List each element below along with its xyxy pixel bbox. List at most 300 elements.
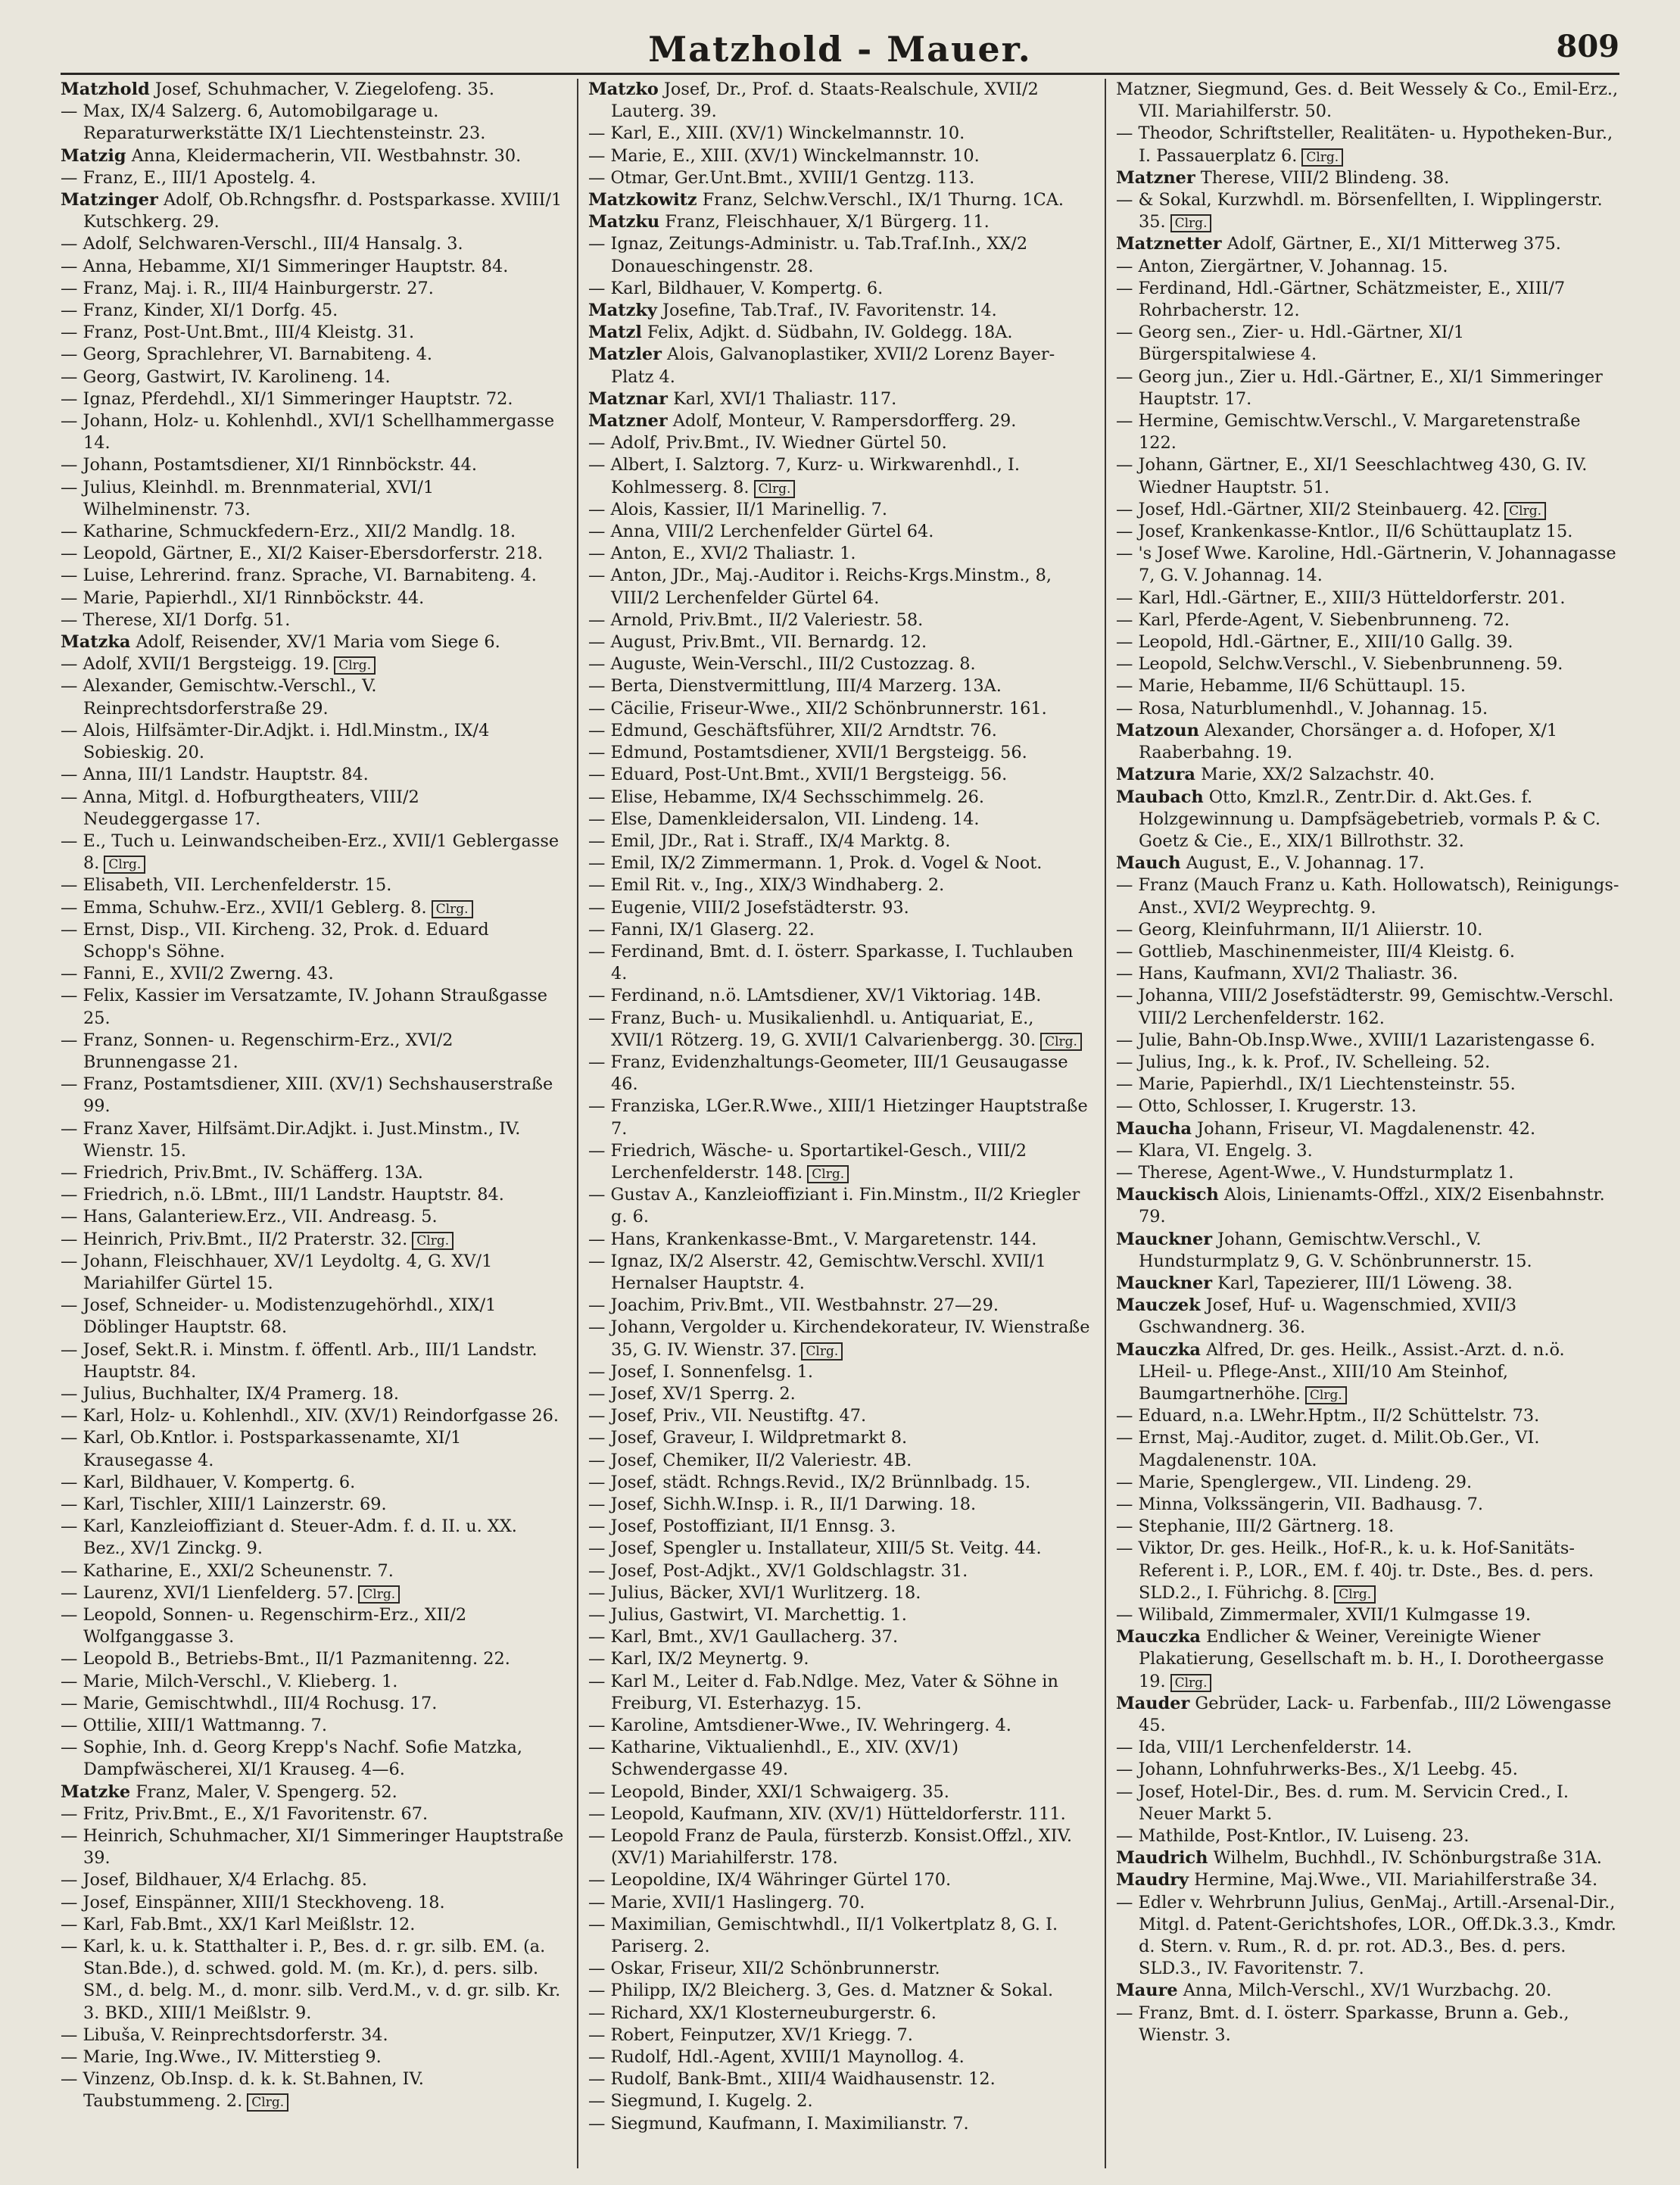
directory-entry — [61, 2024, 564, 2046]
entry-text: — Karl, Ob.Kntlor. i. Postsparkassenamte, XI/1 Krausegasse 4. — [61, 1428, 462, 1470]
directory-entry — [1116, 1604, 1619, 1626]
entry-text: — Katharine, E., XXI/2 Scheunenstr. 7. — [61, 1560, 394, 1581]
entry-surname: Matzura — [1116, 765, 1195, 785]
entry-text: — Alois, Kassier, II/1 Marinellig. 7. — [588, 499, 887, 519]
entry-surname: Mauder — [1116, 1693, 1190, 1713]
directory-entry — [61, 1803, 564, 1825]
entry-text: — Minna, Volkssängerin, VII. Badhausg. 7. — [1116, 1495, 1484, 1514]
directory-entry — [61, 1339, 564, 1383]
entry-text: — Fanni, IX/1 Glaserg. 22. — [588, 919, 815, 940]
directory-entry — [1116, 256, 1619, 278]
directory-entry — [61, 787, 564, 831]
directory-entry — [588, 1405, 1092, 1427]
directory-entry — [588, 1295, 1092, 1317]
entry-text: — Emma, Schuhw.-Erz., XVII/1 Geblerg. 8. — [61, 897, 427, 918]
directory-entry — [588, 1229, 1092, 1251]
entry-text: — Joachim, Priv.Bmt., VII. Westbahnstr. 27—29. — [588, 1295, 999, 1316]
entry-text: — Georg, Gastwirt, IV. Karolineng. 14. — [61, 366, 391, 387]
entry-text: — Josef, Priv., VII. Neustiftg. 47. — [588, 1406, 867, 1426]
directory-entry — [588, 1251, 1092, 1295]
entry-text: — Richard, XX/1 Klosterneuburgerstr. 6. — [588, 2003, 937, 2023]
entry-text: Gebrüder, Lack- u. Farbenfab., III/2 Löwengasse 45. — [1139, 1693, 1612, 1736]
entry-text: Anna, Milch-Verschl., XV/1 Wurzbachg. 20. — [1183, 1981, 1552, 2001]
directory-entry — [61, 1825, 564, 1869]
directory-entry — [61, 764, 564, 786]
directory-entry — [1116, 985, 1619, 1029]
directory-entry — [61, 565, 564, 587]
directory-entry — [1116, 1184, 1619, 1228]
directory-entry — [61, 278, 564, 300]
directory-entry — [1116, 1626, 1619, 1693]
column-divider — [1105, 79, 1106, 2168]
entry-text: — Karl, Bmt., XV/1 Gaullacherg. 37. — [588, 1627, 899, 1647]
directory-entry — [1116, 720, 1619, 764]
entry-text: Adolf, Reisender, XV/1 Maria vom Siege 6. — [136, 632, 500, 653]
directory-entry — [61, 588, 564, 609]
entry-text: — Karl, Pferde-Agent, V. Siebenbrunneng. 72. — [1116, 609, 1510, 630]
phone-badge: Clrg. — [807, 1165, 849, 1183]
column-1 — [61, 79, 564, 2168]
entry-text: — Johann, Vergolder u. Kirchendekorateur, IV. Wienstraße 35, G. IV. Wienstr. 37. — [588, 1317, 1090, 1360]
directory-entry — [588, 1361, 1092, 1383]
entry-surname: Mauckner — [1116, 1273, 1213, 1293]
entry-text: — Johanna, VIII/2 Josefstädterstr. 99, Gemischtw.-Verschl. VIII/2 Lerchenfelderstr. 162. — [1116, 986, 1614, 1028]
phone-badge: Clrg. — [358, 1585, 400, 1604]
entry-surname: Maudry — [1116, 1870, 1189, 1890]
entry-text: — Josef, Hotel-Dir., Bes. d. rum. M. Servicin Cred., I. Neuer Markt 5. — [1116, 1781, 1569, 1824]
entry-text: — Julius, Kleinhdl. m. Brennmaterial, XVI/1 Wilhelminenstr. 73. — [61, 477, 435, 519]
entry-text: — Georg jun., Zier u. Hdl.-Gärtner, E., XI/1 Simmeringer Hauptstr. 17. — [1116, 366, 1603, 409]
directory-entry — [588, 1869, 1092, 1891]
directory-entry — [61, 256, 564, 278]
directory-entry — [61, 454, 564, 476]
directory-entry — [588, 1980, 1092, 2002]
entry-text: — Anton, JDr., Maj.-Auditor i. Reichs-Krgs.Minstm., 8, VIII/2 Lerchenfelder Gürtel 64. — [588, 566, 1052, 608]
entry-surname: Matznar — [588, 388, 668, 409]
entry-surname: Matzhold — [61, 79, 150, 99]
entry-surname: Maucha — [1116, 1118, 1192, 1139]
entry-text: Franz, Fleischhauer, X/1 Bürgerg. 11. — [665, 212, 990, 232]
directory-entry — [61, 653, 564, 675]
entry-text: — Emil, JDr., Rat i. Straff., IX/4 Marktg. 8. — [588, 831, 951, 851]
directory-entry — [61, 919, 564, 963]
entry-text: — Ignaz, Zeitungs-Administr. u. Tab.Traf.Inh., XX/2 Donaueschingenstr. 28. — [588, 234, 1028, 276]
directory-entry — [588, 322, 1092, 344]
entry-text: — Hermine, Gemischtw.Verschl., V. Margaretenstraße 122. — [1116, 411, 1581, 454]
entry-text: — Max, IX/4 Salzerg. 6, Automobilgarage u. Reparaturwerkstätte IX/1 Liechtensteinstr. 23. — [61, 101, 486, 144]
entry-text: — Gustav A., Kanzleioffiziant i. Fin.Minstm., II/2 Kriegler g. 6. — [588, 1185, 1080, 1227]
entry-text: — Friedrich, Priv.Bmt., IV. Schäfferg. 13A. — [61, 1162, 423, 1183]
entry-text: — Josef, Postoffiziant, II/1 Ennsg. 3. — [588, 1516, 896, 1537]
entry-text: — Josef, Krankenkasse-Kntlor., II/6 Schüttauplatz 15. — [1116, 522, 1573, 542]
entry-text: Marie, XX/2 Salzachstr. 40. — [1201, 765, 1435, 785]
entry-text: — Ignaz, Pferdehdl., XI/1 Simmeringer Hauptstr. 72. — [61, 388, 513, 409]
entry-text: — 's Josef Wwe. Karoline, Hdl.-Gärtnerin, V. Johannagasse 7, G. V. Johannag. 14. — [1116, 544, 1616, 586]
directory-entry — [1116, 1273, 1619, 1295]
directory-entry — [1116, 1516, 1619, 1538]
directory-entry — [1116, 1096, 1619, 1117]
entry-text: — Alois, Hilfsämter-Dir.Adjkt. i. Hdl.Minstm., IX/4 Sobieskig. 20. — [61, 720, 490, 763]
entry-text: — Leopold, Binder, XXI/1 Schwaigerg. 35. — [588, 1781, 949, 1802]
directory-entry — [588, 1671, 1092, 1715]
entry-text: — Julius, Bäcker, XVI/1 Wurlitzerg. 18. — [588, 1582, 921, 1603]
entry-surname: Matzkowitz — [588, 190, 697, 210]
directory-entry — [1116, 919, 1619, 941]
page-number: 809 — [1556, 29, 1619, 64]
directory-entry — [588, 1648, 1092, 1670]
directory-entry — [588, 1781, 1092, 1803]
entry-text: — Edmund, Postamtsdiener, XVII/1 Bergsteigg. 56. — [588, 743, 1027, 763]
entry-text: Alfred, Dr. ges. Heilk., Assist.-Arzt. d. n.ö. LHeil- u. Pflege-Anst., XIII/10 Am Steinhof, Baumgartnerhöhe. — [1139, 1339, 1565, 1404]
entry-text: — Ottilie, XIII/1 Wattmanng. 7. — [61, 1716, 327, 1736]
directory-entry — [1116, 1693, 1619, 1737]
directory-entry — [61, 963, 564, 985]
directory-entry — [588, 300, 1092, 322]
directory-entry — [588, 1494, 1092, 1516]
directory-entry — [61, 1162, 564, 1184]
directory-entry — [588, 698, 1092, 720]
directory-entry — [588, 1140, 1092, 1184]
entry-text: — Marie, Spenglergew., VII. Lindeng. 29. — [1116, 1472, 1473, 1492]
entry-text: Josef, Schuhmacher, V. Ziegelofeng. 35. — [154, 79, 495, 99]
directory-entry — [588, 653, 1092, 675]
directory-entry — [1116, 1074, 1619, 1096]
entry-text: — Otmar, Ger.Unt.Bmt., XVIII/1 Gentzg. 113. — [588, 167, 975, 188]
entry-text: — Karl, Bildhauer, V. Kompertg. 6. — [61, 1472, 356, 1492]
directory-entry — [588, 388, 1092, 410]
directory-entry — [588, 344, 1092, 388]
entry-text: — Ernst, Disp., VII. Kircheng. 32, Prok. d. Eduard Schopp's Söhne. — [61, 919, 489, 962]
directory-entry — [588, 1184, 1092, 1228]
entry-text: — Karl, E., XIII. (XV/1) Winckelmannstr. 10. — [588, 123, 965, 144]
directory-entry — [1116, 1847, 1619, 1869]
directory-entry — [61, 1715, 564, 1737]
entry-surname: Mauczka — [1116, 1339, 1201, 1360]
phone-badge: Clrg. — [1170, 1674, 1212, 1692]
entry-text: — Georg, Sprachlehrer, VI. Barnabiteng. 4. — [61, 344, 432, 365]
directory-entry — [1116, 1869, 1619, 1891]
entry-text: — Elisabeth, VII. Lerchenfelderstr. 15. — [61, 875, 392, 896]
entry-text: — Marie, Gemischtwhdl., III/4 Rochusg. 17. — [61, 1693, 438, 1713]
entry-surname: Matzka — [61, 632, 131, 653]
directory-entry — [61, 874, 564, 896]
entry-text: — Leopold, Sonnen- u. Regenschirm-Erz., XII/2 Wolfganggasse 3. — [61, 1605, 467, 1647]
directory-entry — [1116, 631, 1619, 653]
entry-text: Felix, Adjkt. d. Südbahn, IV. Goldegg. 18A. — [647, 323, 1013, 343]
directory-entry — [1116, 410, 1619, 454]
entry-text: — E., Tuch u. Leinwandscheiben-Erz., XVII/1 Geblergasse 8. — [61, 831, 559, 874]
entry-text: — Julius, Ing., k. k. Prof., IV. Schelleing. 52. — [1116, 1052, 1491, 1072]
entry-text: — Adolf, Priv.Bmt., IV. Wiedner Gürtel 50. — [588, 433, 947, 454]
entry-text: — Hans, Kaufmann, XVI/2 Thaliastr. 36. — [1116, 964, 1458, 984]
directory-entry — [588, 2113, 1092, 2135]
entry-text: — Franz, Post-Unt.Bmt., III/4 Kleistg. 31. — [61, 323, 415, 343]
directory-entry — [588, 1582, 1092, 1604]
directory-entry — [1116, 1781, 1619, 1825]
directory-entry — [588, 145, 1092, 167]
directory-entry — [1116, 609, 1619, 631]
entry-text: — Edler v. Wehrbrunn Julius, GenMaj., Artill.-Arsenal-Dir., Mitgl. d. Patent-Gerichtshofes, LOR., Off.Dk.3.3., Kmdr. d. Stern. v. Rum., R. d. pr. rot. AD.3., Bes. d. pers. SLD.3., IV. Favoritenstr. 7. — [1116, 1892, 1616, 1979]
directory-entry — [61, 1251, 564, 1295]
entry-text: — Otto, Schlosser, I. Krugerstr. 13. — [1116, 1096, 1417, 1117]
entry-text: — Oskar, Friseur, XII/2 Schönbrunnerstr. — [588, 1959, 940, 1979]
entry-text: — Franziska, LGer.R.Wwe., XIII/1 Hietzinger Hauptstraße 7. — [588, 1096, 1088, 1139]
directory-entry — [1116, 941, 1619, 963]
directory-entry — [1116, 1229, 1619, 1273]
directory-entry — [588, 831, 1092, 852]
directory-entry — [61, 1914, 564, 1936]
entry-text: Johann, Gemischtw.Verschl., V. Hundsturmplatz 9, G. V. Schönbrunnerstr. 15. — [1139, 1229, 1532, 1271]
entry-text: — Cäcilie, Friseur-Wwe., XII/2 Schönbrunnerstr. 161. — [588, 698, 1047, 718]
phone-badge: Clrg. — [247, 2093, 288, 2112]
entry-text: — Anna, Hebamme, XI/1 Simmeringer Hauptstr. 84. — [61, 256, 509, 276]
entry-text: — Arnold, Priv.Bmt., II/2 Valeriestr. 58. — [588, 609, 924, 630]
entry-text: Josef, Dr., Prof. d. Staats-Realschule, XVII/2 Lauterg. 39. — [611, 79, 1039, 122]
directory-entry — [61, 1184, 564, 1206]
entry-text: — Josef, Graveur, I. Wildpretmarkt 8. — [588, 1428, 908, 1448]
entry-surname: Matzner — [1116, 167, 1195, 188]
entry-text: — Leopold Franz de Paula, fürsterzb. Konsist.Offzl., XIV. (XV/1) Mariahilferstr. 178. — [588, 1826, 1072, 1869]
entry-text: — Adolf, XVII/1 Bergsteigg. 19. — [61, 654, 330, 675]
directory-entry — [1116, 764, 1619, 786]
entry-surname: Matzl — [588, 323, 642, 343]
directory-entry — [1116, 278, 1619, 322]
entry-text: — Alexander, Gemischtw.-Verschl., V. Reinprechtsdorferstraße 29. — [61, 676, 377, 718]
directory-entry — [588, 1604, 1092, 1626]
directory-entry — [1116, 1737, 1619, 1759]
entry-text: — Elise, Hebamme, IX/4 Sechsschimmelg. 26. — [588, 787, 984, 807]
entry-text: — Julius, Gastwirt, VI. Marchettig. 1. — [588, 1605, 907, 1626]
directory-entry — [61, 1516, 564, 1560]
phone-badge: Clrg. — [412, 1232, 454, 1250]
entry-text: — Marie, Papierhdl., XI/1 Rinnböckstr. 44. — [61, 588, 425, 608]
directory-entry — [588, 543, 1092, 565]
entry-text: — Johann, Postamtsdiener, XI/1 Rinnböckstr. 44. — [61, 455, 477, 475]
directory-entry — [588, 609, 1092, 631]
entry-text: — Anna, III/1 Landstr. Hauptstr. 84. — [61, 765, 369, 785]
directory-entry — [61, 521, 564, 543]
directory-entry — [61, 1383, 564, 1405]
entry-text: Matzner, Siegmund, Ges. d. Beit Wessely & Co., Emil-Erz., VII. Mariahilferstr. 50. — [1116, 79, 1619, 122]
entry-text: — Auguste, Wein-Verschl., III/2 Custozzag. 8. — [588, 654, 976, 675]
directory-entry — [588, 499, 1092, 521]
phone-badge: Clrg. — [801, 1342, 843, 1361]
directory-entry — [588, 79, 1092, 123]
entry-text: — Leopold, Selchw.Verschl., V. Siebenbrunneng. 59. — [1116, 654, 1563, 675]
entry-surname: Mauczka — [1116, 1627, 1201, 1647]
directory-entry — [1116, 588, 1619, 609]
directory-entry — [61, 1781, 564, 1803]
directory-entry — [1116, 1339, 1619, 1406]
directory-entry — [1116, 322, 1619, 366]
entry-text: Franz, Maler, V. Spengerg. 52. — [136, 1781, 397, 1802]
directory-entry — [588, 278, 1092, 300]
entry-surname: Mauch — [1116, 853, 1181, 874]
entry-text: — Rudolf, Bank-Bmt., XIII/4 Waidhausenstr. 12. — [588, 2069, 996, 2090]
entry-surname: Maudrich — [1116, 1848, 1208, 1869]
entry-text: — Wilibald, Zimmermaler, XVII/1 Kulmgasse 19. — [1116, 1605, 1532, 1626]
entry-text: — Klara, VI. Engelg. 3. — [1116, 1140, 1313, 1161]
entry-text: — Leopold, Gärtner, E., XI/2 Kaiser-Ebersdorferstr. 218. — [61, 544, 544, 564]
entry-text: — Ida, VIII/1 Lerchenfelderstr. 14. — [1116, 1738, 1412, 1758]
entry-text: — Eduard, n.a. LWehr.Hptm., II/2 Schüttelstr. 73. — [1116, 1406, 1540, 1426]
entry-surname: Matzko — [588, 79, 659, 99]
entry-text: — Anton, Ziergärtner, V. Johannag. 15. — [1116, 256, 1448, 276]
entry-text: — Georg sen., Zier- u. Hdl.-Gärtner, XI/1 Bürgerspitalwiese 4. — [1116, 323, 1465, 365]
entry-text: — Adolf, Selchwaren-Verschl., III/4 Hansalg. 3. — [61, 234, 463, 254]
entry-surname: Matzky — [588, 301, 657, 321]
directory-entry — [588, 941, 1092, 985]
directory-entry — [61, 167, 564, 189]
directory-entry — [1116, 675, 1619, 697]
entry-text: — Anna, Mitgl. d. Hofburgtheaters, VIII/2 Neudeggergasse 17. — [61, 787, 419, 829]
directory-entry — [1116, 1892, 1619, 1981]
directory-entry — [1116, 1162, 1619, 1184]
entry-surname: Matzinger — [61, 190, 158, 210]
directory-entry — [588, 189, 1092, 211]
entry-text: — Leopoldine, IX/4 Währinger Gürtel 170. — [588, 1870, 952, 1890]
directory-entry — [61, 1892, 564, 1914]
directory-entry — [1116, 698, 1619, 720]
directory-entry — [588, 1914, 1092, 1958]
directory-entry — [588, 1008, 1092, 1052]
directory-entry — [588, 1737, 1092, 1781]
directory-entry — [1116, 963, 1619, 985]
directory-columns — [61, 79, 1620, 2168]
entry-text: — Heinrich, Schuhmacher, XI/1 Simmeringer Hauptstraße 39. — [61, 1826, 564, 1869]
directory-entry — [588, 1715, 1092, 1737]
directory-entry — [588, 742, 1092, 764]
directory-entry — [61, 1604, 564, 1648]
directory-entry — [61, 631, 564, 653]
entry-text: — Josef, XV/1 Sperrg. 2. — [588, 1383, 796, 1404]
entry-text: — Laurenz, XVI/1 Lienfelderg. 57. — [61, 1582, 354, 1603]
directory-entry — [1116, 167, 1619, 189]
entry-text: — Marie, Milch-Verschl., V. Klieberg. 1. — [61, 1671, 398, 1691]
directory-entry — [61, 1671, 564, 1693]
entry-text: — Franz, Kinder, XI/1 Dorfg. 45. — [61, 301, 338, 321]
directory-entry — [61, 300, 564, 322]
entry-text: — Ernst, Maj.-Auditor, zuget. d. Milit.Ob.Ger., VI. Magdalenenstr. 10A. — [1116, 1428, 1540, 1470]
directory-entry — [61, 322, 564, 344]
directory-entry — [61, 2046, 564, 2068]
directory-entry — [1116, 1427, 1619, 1471]
entry-text: — Maximilian, Gemischtwhdl., II/1 Volkertplatz 8, G. I. Pariserg. 2. — [588, 1914, 1058, 1957]
entry-text: Karl, Tapezierer, III/1 Löweng. 38. — [1217, 1273, 1513, 1293]
directory-entry — [588, 2003, 1092, 2024]
directory-entry — [61, 1648, 564, 1670]
entry-text: — Friedrich, n.ö. LBmt., III/1 Landstr. Hauptstr. 84. — [61, 1185, 504, 1205]
entry-text: — & Sokal, Kurzwhdl. m. Börsenfellten, I. Wipplingerstr. 35. — [1116, 190, 1603, 232]
entry-text: — Stephanie, III/2 Gärtnerg. 18. — [1116, 1516, 1395, 1537]
entry-text: — Leopold, Hdl.-Gärtner, E., XIII/10 Gallg. 39. — [1116, 632, 1513, 653]
entry-surname: Mauczek — [1116, 1295, 1201, 1316]
directory-entry — [61, 609, 564, 631]
entry-text: — Therese, Agent-Wwe., V. Hundsturmplatz 1. — [1116, 1162, 1514, 1183]
column-divider — [577, 79, 578, 2168]
entry-text: — Therese, XI/1 Dorfg. 51. — [61, 609, 291, 630]
directory-entry — [1116, 79, 1619, 123]
directory-entry — [588, 919, 1092, 941]
entry-text: — Marie, Papierhdl., IX/1 Liechtensteinstr. 55. — [1116, 1074, 1516, 1095]
entry-text: — Marie, Hebamme, II/6 Schüttaupl. 15. — [1116, 676, 1466, 697]
entry-text: — Albert, I. Salztorg. 7, Kurz- u. Wirkwarenhdl., I. Kohlmesserg. 8. — [588, 455, 1020, 497]
entry-text: Josef, Huf- u. Wagenschmied, XVII/3 Gschwandnerg. 36. — [1139, 1295, 1517, 1338]
entry-text: — Josef, städt. Rchngs.Revid., IX/2 Brünnlbadg. 15. — [588, 1472, 1031, 1492]
entry-text: — Mathilde, Post-Kntlor., IV. Luiseng. 23. — [1116, 1826, 1470, 1847]
directory-entry — [61, 897, 564, 919]
directory-entry — [588, 1427, 1092, 1449]
directory-entry — [1116, 1118, 1619, 1140]
entry-text: — Franz, Evidenzhaltungs-Geometer, III/1 Geusaugasse 46. — [588, 1052, 1068, 1095]
entry-text: Hermine, Maj.Wwe., VII. Mariahilferstraße 34. — [1194, 1870, 1598, 1890]
entry-text: — Theodor, Schriftsteller, Realitäten- u. Hypotheken-Bur., I. Passauerplatz 6. — [1116, 123, 1613, 166]
directory-entry — [61, 1936, 564, 2024]
directory-entry — [1116, 366, 1619, 410]
directory-entry — [588, 2090, 1092, 2112]
directory-entry — [1116, 233, 1619, 255]
directory-entry — [588, 1472, 1092, 1494]
directory-entry — [588, 1052, 1092, 1096]
directory-entry — [588, 809, 1092, 831]
directory-entry — [588, 521, 1092, 543]
entry-text: — Karl, Tischler, XIII/1 Lainzerstr. 69. — [61, 1495, 387, 1514]
directory-entry — [61, 366, 564, 388]
entry-text: Otto, Kmzl.R., Zentr.Dir. d. Akt.Ges. f. Holzgewinnung u. Dampfsägebetrieb, vormals P. & C. Goetz & Cie., E., XIX/1 Billrothstr. 32. — [1139, 787, 1601, 851]
directory-entry — [1116, 1030, 1619, 1052]
phone-badge: Clrg. — [1170, 214, 1212, 232]
entry-text: — Johann, Holz- u. Kohlenhdl., XVI/1 Schellhammergasse 14. — [61, 411, 555, 454]
directory-entry — [1116, 1405, 1619, 1427]
entry-text: — Karl M., Leiter d. Fab.Ndlge. Mez, Vater & Söhne in Freiburg, VI. Esterhazyg. 15. — [588, 1671, 1058, 1713]
entry-text: — Karl, Hdl.-Gärtner, E., XIII/3 Hütteldorferstr. 201. — [1116, 588, 1566, 608]
phone-badge: Clrg. — [432, 900, 473, 918]
entry-text: — Josef, Einspänner, XIII/1 Steckhoveng. 18. — [61, 1892, 445, 1912]
entry-text: — Karoline, Amtsdiener-Wwe., IV. Wehringerg. 4. — [588, 1716, 1011, 1736]
directory-entry — [588, 764, 1092, 786]
directory-entry — [1116, 1140, 1619, 1162]
entry-text: Johann, Friseur, VI. Magdalenenstr. 42. — [1197, 1118, 1536, 1139]
directory-entry — [588, 410, 1092, 432]
entry-text: — Robert, Feinputzer, XV/1 Kriegg. 7. — [588, 2024, 913, 2045]
entry-text: — Katharine, Viktualienhdl., E., XIV. (XV/1) Schwendergasse 49. — [588, 1738, 958, 1780]
entry-text: — Friedrich, Wäsche- u. Sportartikel-Gesch., VIII/2 Lerchenfelderstr. 148. — [588, 1140, 1027, 1183]
directory-entry — [588, 1450, 1092, 1472]
entry-text: — Josef, Hdl.-Gärtner, XII/2 Steinbauerg. 42. — [1116, 499, 1501, 519]
phone-badge: Clrg. — [1305, 1386, 1347, 1404]
directory-entry — [61, 720, 564, 764]
directory-entry — [588, 1803, 1092, 1825]
directory-entry — [61, 1869, 564, 1891]
directory-entry — [588, 1383, 1092, 1405]
entry-text: — Julie, Bahn-Ob.Insp.Wwe., XVIII/1 Lazaristengasse 6. — [1116, 1030, 1596, 1050]
directory-entry — [61, 675, 564, 719]
entry-text: — Johann, Fleischhauer, XV/1 Leydoltg. 4, G. XV/1 Mariahilfer Gürtel 15. — [61, 1251, 493, 1293]
entry-text: — Franz, Postamtsdiener, XIII. (XV/1) Sechshauserstraße 99. — [61, 1074, 553, 1117]
entry-text: — Franz, E., III/1 Apostelg. 4. — [61, 167, 316, 188]
entry-text: — Fanni, E., XVII/2 Zwerng. 43. — [61, 964, 334, 984]
entry-text: Wilhelm, Buchhdl., IV. Schönburgstraße 31A. — [1213, 1848, 1602, 1869]
entry-text: — Karl, IX/2 Meynertg. 9. — [588, 1649, 809, 1669]
entry-surname: Mauckisch — [1116, 1185, 1219, 1205]
page-header — [61, 26, 1619, 75]
entry-text: — Heinrich, Priv.Bmt., II/2 Praterstr. 32. — [61, 1229, 408, 1249]
entry-text: — Ferdinand, n.ö. LAmtsdiener, XV/1 Viktoriag. 14B. — [588, 986, 1042, 1006]
directory-entry — [588, 2046, 1092, 2068]
entry-text: — Ferdinand, Bmt. d. I. österr. Sparkasse, I. Tuchlauben 4. — [588, 941, 1074, 984]
entry-text: — Georg, Kleinfuhrmann, II/1 Aliierstr. 10. — [1116, 919, 1483, 940]
directory-entry — [588, 454, 1092, 498]
